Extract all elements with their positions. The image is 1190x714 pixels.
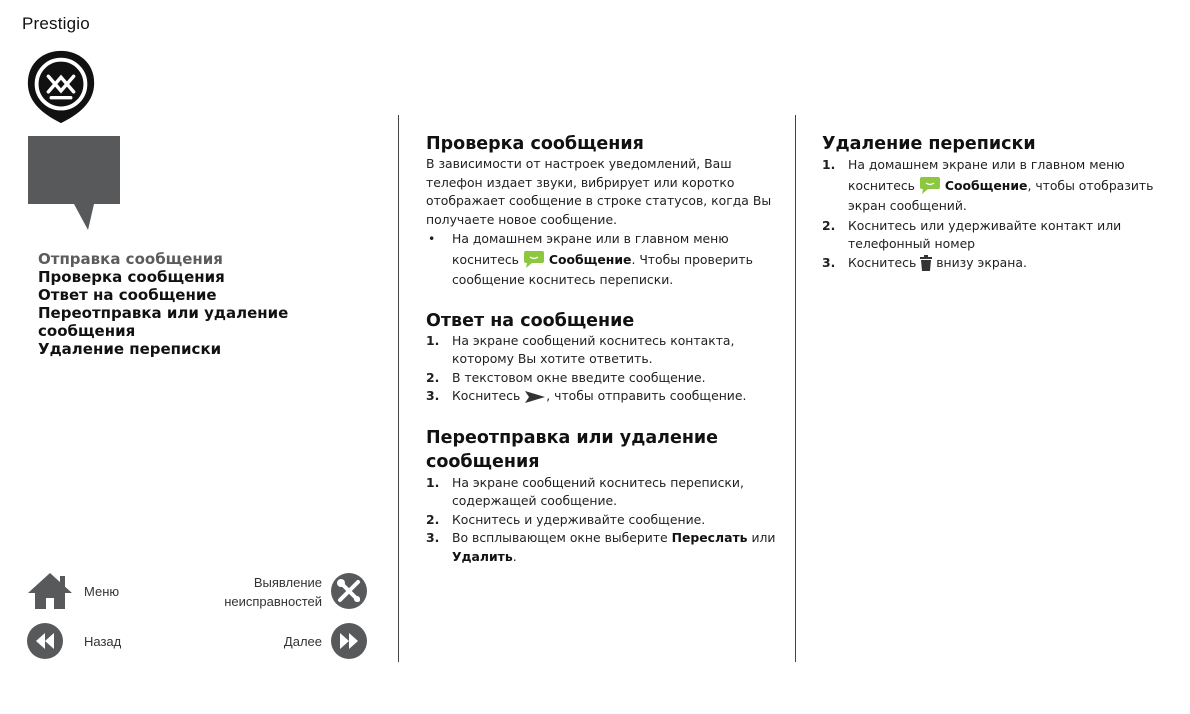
prestigio-logo-icon — [22, 48, 100, 126]
middle-column — [426, 134, 776, 566]
toc-item-send-message[interactable]: Отправка сообщения — [38, 250, 223, 268]
list-item: 1. На экране сообщений коснитесь контакта, которому Вы хотите ответить. — [426, 332, 735, 366]
delete-steps — [822, 155, 1167, 272]
brand-name: Prestigio — [22, 14, 90, 33]
list-item: 3. Во всплывающем окне выберите Переслать или Удалить. — [426, 530, 776, 564]
tools-icon[interactable] — [330, 572, 368, 610]
section-toc — [38, 250, 338, 358]
message-app-icon — [919, 176, 941, 194]
message-app-icon — [523, 250, 545, 268]
toc-item-reply-message[interactable]: Ответ на сообщение — [38, 286, 217, 304]
toc-item-resend-or-delete[interactable]: Переотправка или удаление сообщения — [38, 304, 289, 340]
troubleshoot-link[interactable]: Выявление неисправностей — [224, 575, 322, 609]
menu-link[interactable]: Меню — [84, 584, 120, 599]
check-message-intro: В зависимости от настроек уведомлений, Ваш телефон издает звуки, вибрирует или коротко отображает сообщение в строке статусов, когда Вы получаете новое сообщение. — [426, 156, 772, 227]
list-item: 1. На домашнем экране или в главном меню коснитесь Сообщение, чтобы отобразить экран сообщений. — [822, 157, 1154, 213]
delete-thread-title: Удаление переписки — [822, 134, 1036, 154]
back-link[interactable]: Назад — [84, 634, 122, 649]
check-message-list — [426, 229, 776, 291]
list-item: 1. На экране сообщений коснитесь переписки, содержащей сообщение. — [426, 474, 744, 508]
send-arrow-icon — [524, 390, 546, 404]
fast-forward-icon[interactable] — [330, 622, 368, 660]
toc-item-delete-thread[interactable]: Удаление переписки — [38, 340, 222, 358]
right-column — [822, 134, 1167, 272]
next-link[interactable]: Далее — [283, 634, 322, 649]
list-item: 2. Коснитесь и удерживайте сообщение. — [426, 511, 706, 527]
list-item: 2. Коснитесь или удерживайте контакт или телефонный номер — [822, 217, 1122, 251]
list-item: • На домашнем экране или в главном меню коснитесь Сообщение. Чтобы проверить сообщение коснитесь переписки. — [428, 231, 753, 287]
trash-icon — [920, 255, 932, 271]
rewind-icon[interactable] — [26, 622, 64, 660]
column-divider-1 — [398, 115, 399, 662]
column-divider-2 — [795, 115, 796, 662]
toc-item-check-message[interactable]: Проверка сообщения — [38, 268, 225, 286]
resend-steps — [426, 474, 776, 567]
list-item: 3. Коснитесь внизу экрана. — [822, 254, 1027, 270]
home-icon[interactable] — [26, 571, 74, 611]
bullet: • — [428, 231, 436, 246]
check-message-title: Проверка сообщения — [426, 134, 644, 154]
reply-steps — [426, 332, 776, 406]
list-item: 3. Коснитесь , чтобы отправить сообщение. — [426, 388, 747, 403]
reply-message-title: Ответ на сообщение — [426, 310, 635, 331]
resend-delete-title: Переотправка или удаление сообщения — [426, 427, 719, 472]
speech-bubble-icon — [28, 136, 120, 230]
list-item: 2. В текстовом окне введите сообщение. — [426, 369, 706, 385]
